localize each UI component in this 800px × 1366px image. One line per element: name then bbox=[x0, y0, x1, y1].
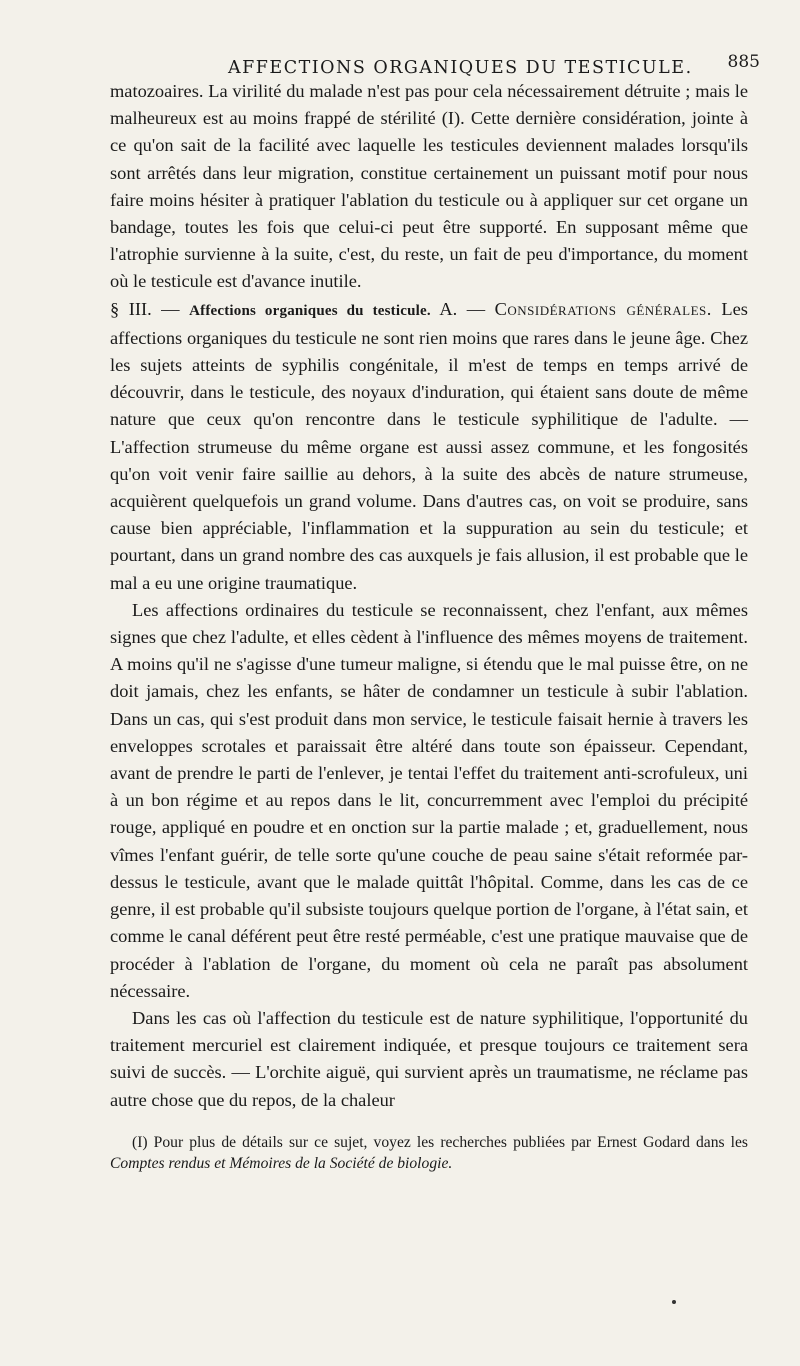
subsection-title: Considérations générales. bbox=[494, 298, 712, 319]
paragraph: matozoaires. La virilité du malade n'est pas pour cela nécessairement détruite ; mais le malheureux est au moins frappé de stérilité (I). Cette dernière considération, jointe à ce qu'on sait de la facilité avec laquelle les testicules deviennent malades lorsqu'ils sont arrêtés dans leur migration, constitue certainement un puissant motif pour nous faire moins hésiter à pratiquer l'ablation du testicule ou à appliquer sur cet organe un bandage, toutes les fois que celui-ci peut être supporté. En supposant même que l'atrophie survienne à la suite, c'est, du reste, un fait de peu d'importance, du moment où le testicule est d'avance inutile. bbox=[110, 81, 748, 292]
footnote bbox=[110, 1132, 748, 1174]
paragraph: Dans les cas où l'affection du testicule est de nature syphilitique, l'opportunité du traitement mercuriel est clairement indiquée, et presque toujours ce traitement sera suivi de succès. — L'orchite aiguë, qui survient après un traumatisme, ne réclame pas autre chose que du repos, de la chaleur bbox=[110, 1007, 748, 1110]
section-title: Affections organiques du testicule. bbox=[189, 302, 431, 319]
footnote-journal: Comptes rendus et Mémoires de la Société de biologie. bbox=[110, 1154, 453, 1172]
ink-fleck bbox=[672, 1300, 676, 1304]
subsection-letter: A. — bbox=[439, 298, 486, 319]
page-number: 885 bbox=[727, 52, 760, 72]
paragraph: Les affections ordinaires du testicule se reconnaissent, chez l'enfant, aux mêmes signes que chez l'adulte, et elles cèdent à l'influence des mêmes moyens de traitement. A moins qu'il ne s'agisse d'une tumeur maligne, si étendu que le mal puisse être, on ne doit jamais, chez les enfants, se hâter de condamner un testicule à subir l'ablation. Dans un cas, qui s'est produit dans mon service, le testicule faisait hernie à travers les enveloppes scrotales et paraissait être altéré dans toute son épaisseur. Cependant, avant de prendre le parti de l'enlever, je tentai l'effet du traitement anti-scrofuleux, uni à un bon régime et au repos dans le lit, concurremment avec l'emploi du précipité rouge, appliqué en poudre et en onction sur la partie malade ; et, graduellement, nous vîmes l'enfant guérir, de telle sorte qu'une couche de peau saine s'était reformée par-dessus le testicule, avant que le malade quittât l'hôpital. Comme, dans les cas de ce genre, il est probable qu'il subsiste toujours quelque portion de l'organe, à l'état sain, et comme le canal déférent peut être resté perméable, c'est une pratique mauvaise que de procéder à l'ablation de l'organe, du moment où cela ne paraît pas absolument nécessaire. bbox=[110, 599, 748, 1001]
section-number: § III. — bbox=[110, 298, 180, 319]
footnote-text: (I) Pour plus de détails sur ce sujet, voyez les recherches publiées par Ernest Godard dans les bbox=[132, 1133, 748, 1151]
running-head: AFFECTIONS ORGANIQUES DU TESTICULE. bbox=[228, 58, 693, 78]
section-paragraph bbox=[110, 296, 748, 597]
paragraph-body: Les affections organiques du testicule ne sont rien moins que rares dans le jeune âge. Chez les sujets atteints de syphilis congénitale, il m'est de temps en temps arrivé de découvrir, dans le testicule, des noyaux d'induration, qui étaient sans doute de même nature que ceux qu'on rencontre dans le testicule syphilitique de l'adulte. — L'affection strumeuse du même organe est aussi assez commune, et les fongosités qu'on voit venir faire saillie au dehors, à la suite des abcès de nature strumeuse, acquièrent quelquefois un grand volume. Dans d'autres cas, on voit se produire, sans cause bien appréciable, l'inflammation et la suppuration au sein du testicule; et pourtant, dans un grand nombre des cas auxquels je fais allusion, il est probable que le mal a eu une origine traumatique. bbox=[110, 298, 748, 593]
body-text bbox=[110, 78, 748, 1114]
